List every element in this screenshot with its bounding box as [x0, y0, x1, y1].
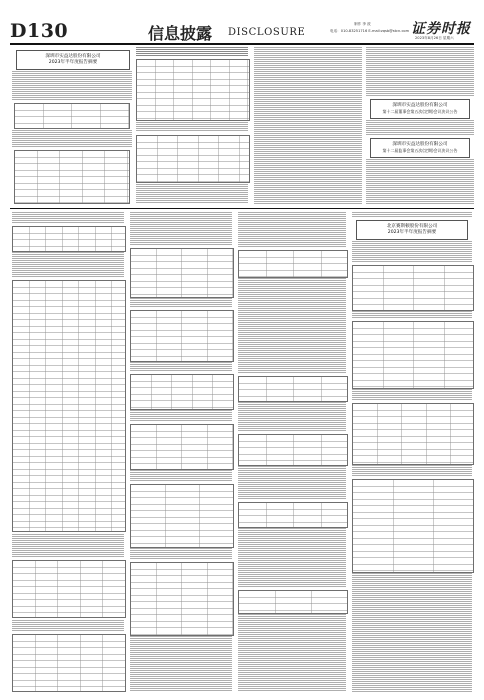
data-table — [352, 479, 474, 573]
data-table — [12, 634, 126, 692]
body-text-block — [238, 528, 346, 588]
body-text-block — [12, 71, 132, 101]
body-text-block — [136, 122, 248, 132]
data-table — [238, 590, 348, 614]
article-report-title: 2023年半年度报告摘要 — [48, 60, 98, 65]
data-table — [130, 484, 234, 548]
data-table — [130, 310, 234, 362]
article-title-box — [356, 220, 468, 240]
column-upper-3 — [254, 47, 362, 205]
data-table — [136, 135, 250, 183]
page-number: D130 — [10, 20, 69, 42]
data-table — [130, 562, 234, 636]
article-company: 深圳市实益达股份有限公司 — [392, 103, 448, 108]
section-divider — [10, 208, 474, 209]
body-text-block — [130, 636, 232, 692]
editor-line: 制作 李 波 — [354, 22, 371, 26]
body-text-block — [12, 534, 124, 558]
body-text-block — [130, 212, 232, 246]
newspaper-logo: 证券时报 — [411, 21, 471, 37]
body-text-block — [12, 212, 124, 224]
body-text-block — [352, 241, 472, 263]
body-text-block — [12, 130, 132, 148]
body-text-block — [130, 410, 232, 422]
article-report-title: 第十二届董事会第五次(定期)会议决议公告 — [382, 109, 458, 114]
body-text-block — [254, 47, 362, 205]
data-table — [352, 321, 474, 389]
section-subtitle: DISCLOSURE — [228, 27, 306, 38]
column-lower-4 — [352, 212, 474, 692]
body-text-block — [130, 362, 232, 372]
body-text-block — [136, 47, 248, 57]
body-text-block — [366, 47, 474, 97]
header-rule — [10, 43, 474, 45]
section-title: 信息披露 — [148, 24, 213, 43]
body-text-block — [352, 311, 472, 319]
article-company: 深圳市实益达股份有限公司 — [45, 54, 101, 59]
article-title-box — [370, 138, 470, 158]
article-company: 深圳市实益达股份有限公司 — [392, 142, 448, 147]
column-upper-2 — [136, 47, 250, 205]
body-text-block — [136, 184, 248, 204]
body-text-block — [130, 548, 232, 560]
article-report-title: 第十二届监事会第五次(定期)会议决议公告 — [382, 148, 458, 153]
body-text-block — [238, 614, 346, 692]
data-table — [12, 280, 126, 532]
column-lower-1 — [12, 212, 126, 692]
body-text-block — [238, 466, 346, 500]
data-table — [12, 226, 126, 252]
page-header — [0, 0, 484, 44]
column-lower-2 — [130, 212, 234, 692]
body-text-block — [352, 465, 472, 477]
body-text-block — [352, 389, 472, 401]
body-text-block — [366, 159, 474, 205]
data-table — [130, 374, 234, 410]
body-text-block — [366, 120, 474, 136]
data-table — [130, 248, 234, 298]
data-table — [352, 403, 474, 465]
data-table — [130, 424, 234, 470]
column-lower-3 — [238, 212, 348, 692]
body-text-block — [130, 298, 232, 308]
data-table — [238, 502, 348, 528]
body-text-block — [130, 470, 232, 482]
data-table — [238, 376, 348, 402]
data-table — [238, 434, 348, 466]
data-table — [14, 150, 130, 204]
article-title-box — [370, 99, 470, 119]
body-text-block — [238, 402, 346, 432]
data-table — [12, 560, 126, 618]
body-text-block — [12, 252, 124, 278]
data-table — [352, 265, 474, 311]
data-table — [136, 59, 250, 121]
date-line: 2023年8月26日 星期六 — [415, 36, 454, 40]
body-text-block — [12, 620, 124, 632]
article-title-box — [16, 50, 130, 70]
body-text-block — [352, 212, 472, 218]
article-company: 北京赛斯顿股份有限公司 — [386, 224, 438, 229]
body-text-block — [238, 278, 346, 374]
contact-line: 电话：010-83251716 E-mail:zqsb@stcn.com — [330, 29, 410, 33]
body-text-block — [238, 212, 346, 248]
data-table — [238, 250, 348, 278]
column-upper-1 — [12, 47, 132, 205]
body-text-block — [352, 573, 472, 692]
column-upper-4 — [366, 47, 474, 205]
article-report-title: 2023年半年度报告摘要 — [387, 230, 437, 235]
data-table — [14, 103, 130, 129]
